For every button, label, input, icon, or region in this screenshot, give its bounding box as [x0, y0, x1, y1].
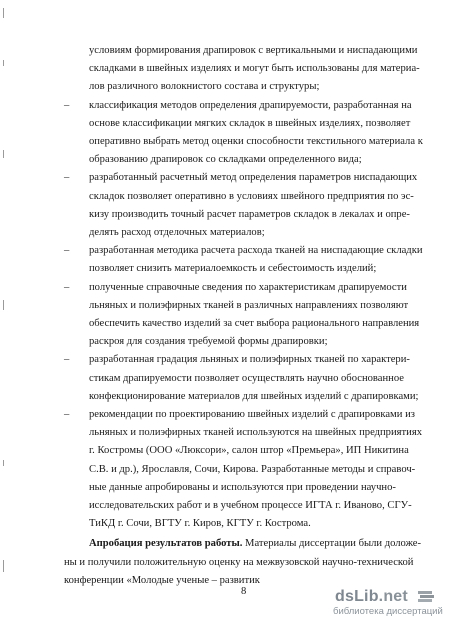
watermark-logo-main: dsLib: [335, 588, 379, 605]
text-line: разработанная методика расчета расхода тканей на ниспадающие складки: [89, 245, 423, 257]
text-line: лов различного волокнистого состава и структуры;: [89, 81, 320, 93]
text-line: делять расход отделочных материалов;: [89, 227, 265, 238]
text-line: ТиКД г. Сочи, ВГТУ г. Киров, КГТУ г. Кострома.: [89, 518, 311, 530]
text-line: разработанный расчетный метод определения параметров ниспадающих: [89, 172, 418, 184]
approbation-first-line: [89, 537, 421, 550]
text-line: образованию драпировок со складками определенного вида;: [89, 154, 362, 166]
list-dash: –: [64, 409, 70, 420]
approbation-line: конференции «Молодые ученые – развитик: [64, 574, 260, 586]
approbation-text: Материалы диссертации были доложе-: [242, 538, 421, 550]
list-dash: –: [64, 281, 70, 293]
text-line: С.В. и др.), Ярославля, Сочи, Кирова. Разработанные методы и справоч-: [89, 463, 416, 475]
approbation-heading: Апробация результатов работы.: [89, 538, 243, 550]
text-line: исследовательских работ и в учебном процессе ИГТА г. Иваново, СГУ-: [89, 500, 412, 511]
approbation-line: ны и получили положительную оценку на межвузовской научно-технической: [64, 556, 414, 568]
text-line: оперативно выбрать метод оценки способности текстильного материала к: [89, 136, 423, 147]
text-line: складок позволяет оперативно в условиях швейного предприятия по эс-: [89, 190, 414, 202]
text-line: льняных и полиэфирных тканей в различных направлениях позволяют: [89, 299, 409, 311]
watermark-logo: [335, 588, 408, 606]
book-stack-icon: [417, 589, 435, 603]
text-line: ные данные апробированы и используются при проведении научно-: [89, 481, 396, 493]
text-line: позволяет снизить материалоемкость и себестоимость изделий;: [89, 263, 377, 275]
list-dash: –: [64, 99, 70, 111]
text-line: условиям формирования драпировок с вертикальными и ниспадающими: [89, 45, 418, 56]
list-dash: –: [64, 172, 70, 184]
text-line: кизу производить точный расчет параметров складок в лекалах и опре-: [89, 208, 410, 220]
dslib-watermark: [331, 588, 447, 618]
text-line: складками в швейных изделиях и могут быть использованы для материа-: [89, 63, 420, 75]
list-dash: –: [64, 354, 70, 366]
list-dash: –: [64, 245, 70, 257]
text-line: разработанная градация льняных и полиэфирных тканей по характери-: [89, 354, 410, 366]
watermark-subtitle: библиотека диссертаций: [333, 606, 443, 617]
text-line: льняных и полиэфирных тканей используются на швейных предприятиях: [89, 427, 422, 439]
text-line: г. Костромы (ООО «Люксори», салон штор «Премьера», ИП Никитина: [89, 445, 409, 457]
text-line: конфекционирование материалов для швейных изделий с драпировками;: [89, 390, 419, 402]
text-line: обеспечить качество изделий за счет выбора рационального направления: [89, 318, 420, 329]
page-number: 8: [241, 586, 247, 597]
text-line: раскроя для создания требуемой формы драпировки;: [89, 336, 328, 348]
watermark-logo-tld: .net: [378, 588, 408, 605]
text-line: основе классификации мягких складок в швейных изделиях, позволяет: [89, 117, 411, 129]
text-line: стикам драпируемости позволяет осуществлять научно обоснованное: [89, 372, 404, 384]
text-line: полученные справочные сведения по характеристикам драпируемости: [89, 281, 407, 293]
text-line: рекомендации по проектированию швейных изделий с драпировками из: [89, 409, 415, 420]
text-line: классификация методов определения драпируемости, разработанная на: [89, 99, 412, 111]
